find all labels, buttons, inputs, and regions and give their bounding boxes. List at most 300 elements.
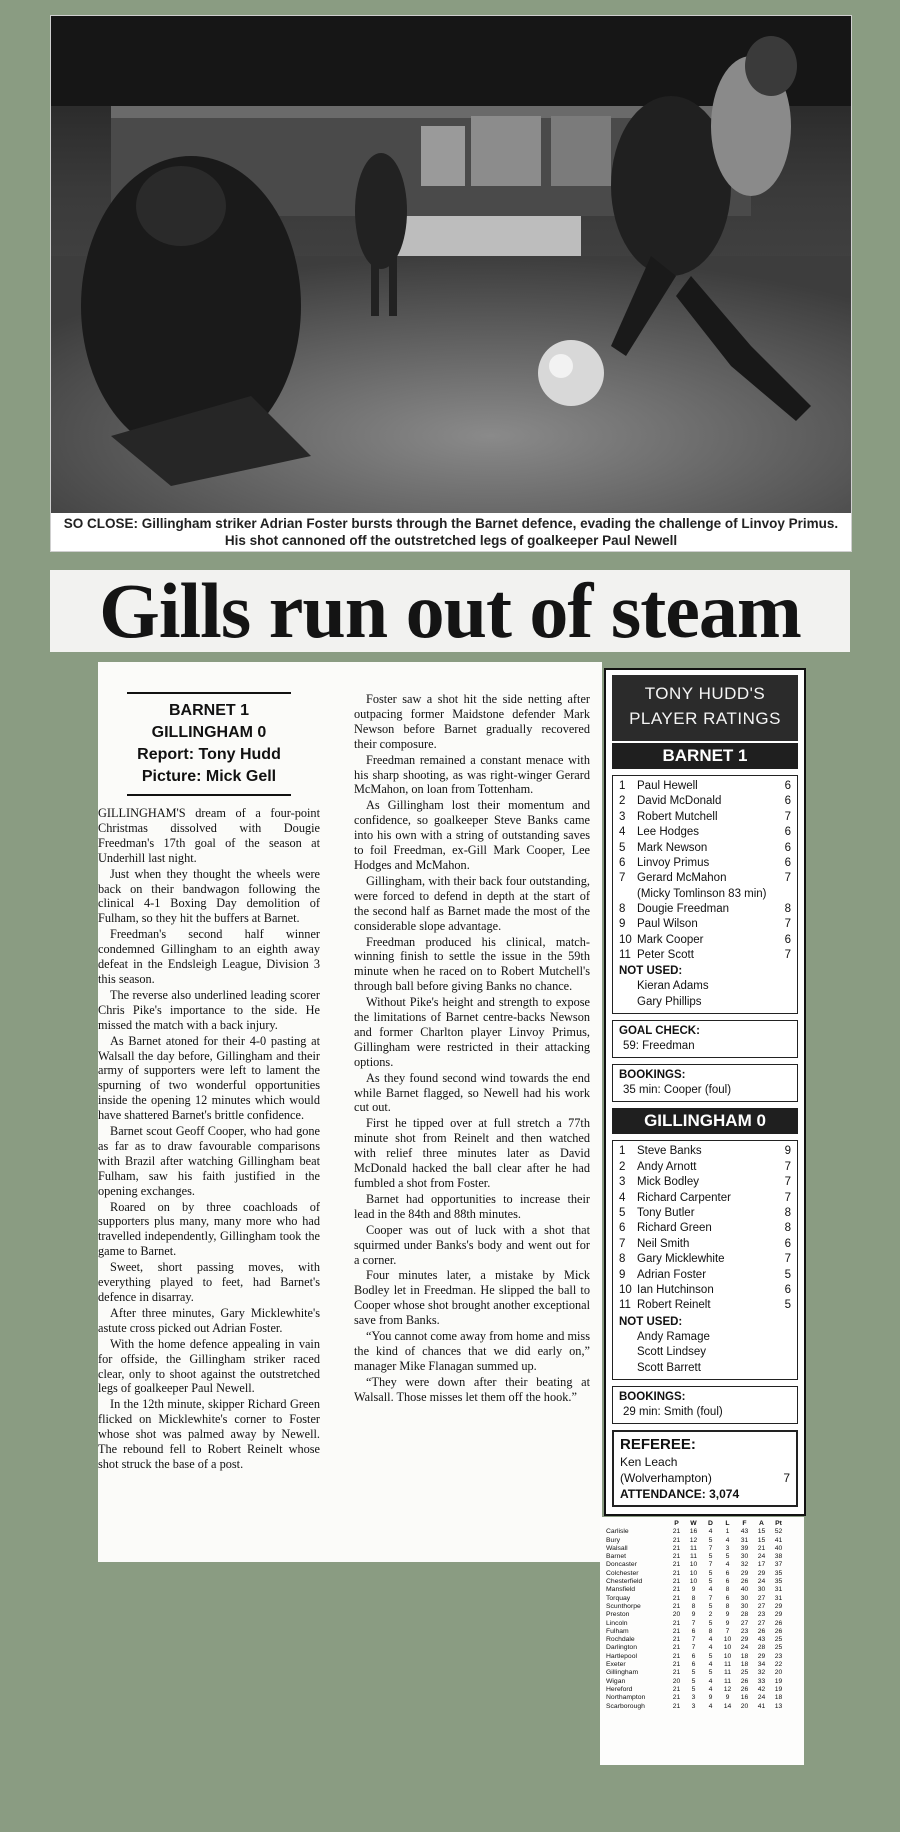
paragraph: Sweet, short passing moves, with everything played to feet, had Barnet's defence in disarray. xyxy=(98,1260,320,1304)
league-cell: 7 xyxy=(691,1636,696,1644)
league-cell: 22 xyxy=(774,1661,783,1669)
league-cell: 21 xyxy=(672,1586,681,1594)
league-cell: 11 xyxy=(689,1553,698,1561)
referee-rating: 7 xyxy=(783,1470,790,1485)
league-column-header: W xyxy=(690,1520,697,1527)
league-table-row xyxy=(600,1686,804,1694)
league-cell: 27 xyxy=(757,1619,766,1627)
league-cell: 26 xyxy=(740,1677,749,1685)
league-cell: 16 xyxy=(689,1528,698,1536)
player-number: 8 xyxy=(619,1253,626,1266)
player-number: 9 xyxy=(619,918,626,931)
report-byline: Report: Tony Hudd xyxy=(137,746,281,763)
league-cell: 21 xyxy=(672,1685,681,1693)
league-cell: 13 xyxy=(774,1702,783,1710)
league-table-row xyxy=(600,1545,804,1553)
league-cell: 30 xyxy=(740,1594,749,1602)
player-number: 10 xyxy=(619,1283,632,1296)
league-cell: 7 xyxy=(691,1619,696,1627)
league-cell: 27 xyxy=(740,1619,749,1627)
league-cell: 33 xyxy=(757,1677,766,1685)
league-cell: 5 xyxy=(708,1669,713,1677)
league-team-name: Gillingham xyxy=(606,1669,639,1677)
player-name: Ian Hutchinson xyxy=(637,1283,714,1296)
player-name: Richard Carpenter xyxy=(637,1191,731,1204)
league-table-row xyxy=(600,1661,804,1669)
league-team-name: Bury xyxy=(606,1536,620,1544)
league-cell: 29 xyxy=(757,1569,766,1577)
league-cell: 18 xyxy=(740,1652,749,1660)
league-cell: 11 xyxy=(723,1661,732,1669)
league-table-row xyxy=(600,1586,804,1594)
player-row xyxy=(619,917,791,932)
gillingham-ratings xyxy=(612,1140,798,1380)
league-cell: 41 xyxy=(757,1702,766,1710)
league-cell: 19 xyxy=(774,1685,783,1693)
league-team-name: Lincoln xyxy=(606,1619,628,1627)
player-rating: 6 xyxy=(784,1237,791,1250)
league-cell: 12 xyxy=(689,1536,698,1544)
league-cell: 8 xyxy=(725,1602,730,1610)
league-cell: 5 xyxy=(708,1602,713,1610)
player-rating: 7 xyxy=(784,872,791,885)
league-table-row xyxy=(600,1678,804,1686)
player-number: 7 xyxy=(619,872,626,885)
league-cell: 5 xyxy=(708,1553,713,1561)
not-used-player: Andy Ramage xyxy=(637,1330,710,1343)
league-table-body xyxy=(600,1528,804,1711)
paragraph: Four minutes later, a mistake by Mick Bodley let in Freedman. He slipped the ball to Cooper whose shot brought another exceptional save from Banks. xyxy=(354,1268,590,1328)
league-cell: 11 xyxy=(723,1677,732,1685)
league-cell: 24 xyxy=(757,1553,766,1561)
league-table-row xyxy=(600,1628,804,1636)
league-cell: 21 xyxy=(672,1652,681,1660)
league-cell: 39 xyxy=(740,1544,749,1552)
league-cell: 4 xyxy=(708,1644,713,1652)
score-barnet: BARNET 1 xyxy=(168,702,249,719)
gillingham-header: GILLINGHAM 0 xyxy=(612,1108,798,1134)
league-cell: 21 xyxy=(672,1669,681,1677)
league-cell: 32 xyxy=(740,1561,749,1569)
league-table-row xyxy=(600,1644,804,1652)
league-table-row xyxy=(600,1537,804,1545)
paragraph: “You cannot come away from home and miss the kind of chances that we did early on,” manager Mike Flanagan summed up. xyxy=(354,1329,590,1373)
league-cell: 31 xyxy=(774,1594,783,1602)
league-cell: 7 xyxy=(708,1544,713,1552)
league-team-name: Scunthorpe xyxy=(606,1602,641,1610)
player-number: 2 xyxy=(619,795,626,808)
league-cell: 29 xyxy=(757,1652,766,1660)
league-column-header: F xyxy=(742,1520,747,1527)
league-team-name: Torquay xyxy=(606,1594,631,1602)
goal-check-value: 59: Freedman xyxy=(623,1040,695,1053)
paragraph: Without Pike's height and strength to expose the limitations of Barnet centre-backs Newson and former Charlton player Linvoy Primus, Gillingham were restricted in their attacking options. xyxy=(354,995,590,1069)
paragraph: Barnet had opportunities to increase their lead in the 84th and 88th minutes. xyxy=(354,1191,590,1221)
player-row xyxy=(619,902,791,917)
league-table-row xyxy=(600,1694,804,1702)
player-name: Gary Micklewhite xyxy=(637,1253,725,1266)
league-table-row xyxy=(600,1561,804,1569)
article-column-2 xyxy=(354,662,590,1405)
football-action-image xyxy=(51,16,851,513)
player-name: Robert Mutchell xyxy=(637,810,718,823)
paragraph: Barnet scout Geoff Cooper, who had gone as far as to draw favourable comparisons with Brazil after watching Gillingham beat Fulham, saw his faith justified in the opening exchanges. xyxy=(98,1124,320,1198)
attendance: ATTENDANCE: 3,074 xyxy=(620,1486,740,1501)
league-cell: 21 xyxy=(672,1569,681,1577)
player-name: Gerard McMahon xyxy=(637,872,727,885)
player-number: 7 xyxy=(619,1237,626,1250)
player-row xyxy=(619,1298,791,1313)
player-row xyxy=(619,794,791,809)
player-rating: 8 xyxy=(784,1206,791,1219)
article-column-1 xyxy=(98,662,320,1472)
player-number: 3 xyxy=(619,1176,626,1189)
league-cell: 19 xyxy=(774,1677,783,1685)
league-cell: 21 xyxy=(757,1544,766,1552)
headline: Gills run out of steam xyxy=(50,570,850,652)
goal-check-box xyxy=(612,1020,798,1058)
league-cell: 21 xyxy=(672,1561,681,1569)
league-table-row xyxy=(600,1669,804,1677)
league-cell: 27 xyxy=(757,1594,766,1602)
league-cell: 21 xyxy=(672,1702,681,1710)
league-cell: 4 xyxy=(708,1528,713,1536)
player-name: Tony Butler xyxy=(637,1206,695,1219)
league-team-name: Rochdale xyxy=(606,1636,635,1644)
league-cell: 4 xyxy=(725,1536,730,1544)
substitution-note: (Micky Tomlinson 83 min) xyxy=(637,887,767,900)
player-rating: 6 xyxy=(784,933,791,946)
bookings-value: 29 min: Smith (foul) xyxy=(623,1405,723,1418)
league-cell: 21 xyxy=(672,1553,681,1561)
league-cell: 11 xyxy=(723,1669,732,1677)
not-used-label: NOT USED: xyxy=(619,965,683,978)
league-cell: 38 xyxy=(774,1553,783,1561)
league-team-name: Carlisle xyxy=(606,1528,629,1536)
paragraph: In the 12th minute, skipper Richard Green flicked on Micklewhite's corner to Foster whose shot was palmed away by Newell. The rebound fell to Robert Reinelt whose shot struck the base of a post. xyxy=(98,1397,320,1471)
player-row xyxy=(619,933,791,948)
player-number: 8 xyxy=(619,902,626,915)
league-team-name: Wigan xyxy=(606,1677,626,1685)
league-cell: 10 xyxy=(723,1636,732,1644)
paragraph: With the home defence appealing in vain for offside, the Gillingham striker raced clear, only to shoot against the outstretched legs of goalkeeper Paul Newell. xyxy=(98,1336,320,1396)
player-rating: 6 xyxy=(784,841,791,854)
league-cell: 1 xyxy=(725,1528,730,1536)
report-credits xyxy=(127,692,291,796)
league-cell: 7 xyxy=(725,1627,730,1635)
referee-area: (Wolverhampton) xyxy=(620,1470,712,1485)
gillingham-player-list xyxy=(619,1144,791,1313)
player-rating: 5 xyxy=(784,1268,791,1281)
league-cell: 10 xyxy=(689,1561,698,1569)
not-used-player: Scott Lindsey xyxy=(637,1346,707,1359)
league-cell: 8 xyxy=(691,1594,696,1602)
barnet-header: BARNET 1 xyxy=(612,743,798,769)
player-row xyxy=(619,810,791,825)
league-table-row xyxy=(600,1595,804,1603)
league-cell: 10 xyxy=(723,1644,732,1652)
league-cell: 18 xyxy=(740,1661,749,1669)
league-cell: 25 xyxy=(774,1644,783,1652)
league-cell: 7 xyxy=(691,1644,696,1652)
league-cell: 21 xyxy=(672,1536,681,1544)
player-row xyxy=(619,1237,791,1252)
player-number: 4 xyxy=(619,826,626,839)
league-cell: 21 xyxy=(672,1627,681,1635)
league-cell: 21 xyxy=(672,1694,681,1702)
league-cell: 21 xyxy=(672,1528,681,1536)
league-cell: 5 xyxy=(691,1685,696,1693)
paragraph: Freedman produced his clinical, match-winning finish to settle the issue in the 59th minute when he raced on to Robert Mutchell's through ball before giving Banks no chance. xyxy=(354,934,590,994)
paragraph: Cooper was out of luck with a shot that squirmed under Banks's body and went out for a corner. xyxy=(354,1222,590,1267)
league-team-name: Hartlepool xyxy=(606,1652,637,1660)
paragraph: Freedman remained a constant menace with his sharp shooting, as was right-winger Gerard McMahon, on loan from Tottenham. xyxy=(354,752,590,797)
match-photo xyxy=(50,15,852,552)
player-row xyxy=(619,1160,791,1175)
not-used-player: Kieran Adams xyxy=(637,980,709,993)
player-row xyxy=(619,1206,791,1221)
league-cell: 35 xyxy=(774,1569,783,1577)
player-rating: 7 xyxy=(784,1176,791,1189)
league-cell: 43 xyxy=(740,1528,749,1536)
league-table-row xyxy=(600,1620,804,1628)
league-cell: 2 xyxy=(708,1611,713,1619)
league-cell: 29 xyxy=(774,1611,783,1619)
player-rating: 8 xyxy=(784,902,791,915)
league-cell: 31 xyxy=(740,1536,749,1544)
player-name: Mick Bodley xyxy=(637,1176,699,1189)
barnet-player-list-2 xyxy=(619,902,791,964)
league-cell: 5 xyxy=(708,1652,713,1660)
league-cell: 21 xyxy=(672,1619,681,1627)
league-cell: 4 xyxy=(708,1586,713,1594)
league-team-name: Scarborough xyxy=(606,1702,645,1710)
player-row xyxy=(619,948,791,963)
league-cell: 41 xyxy=(774,1536,783,1544)
league-cell: 4 xyxy=(725,1561,730,1569)
league-table-row xyxy=(600,1703,804,1711)
bookings-label: BOOKINGS: xyxy=(619,1390,686,1403)
league-cell: 21 xyxy=(672,1578,681,1586)
league-team-name: Barnet xyxy=(606,1553,627,1561)
league-cell: 37 xyxy=(774,1561,783,1569)
paragraph: Just when they thought the wheels were back on their bandwagon following the clinical 4-1 Boxing Day demolition of Fulham, so they hit the buffers at Barnet. xyxy=(98,866,320,926)
league-cell: 43 xyxy=(757,1636,766,1644)
league-team-name: Preston xyxy=(606,1611,630,1619)
league-cell: 4 xyxy=(708,1677,713,1685)
league-cell: 29 xyxy=(740,1636,749,1644)
league-cell: 4 xyxy=(708,1685,713,1693)
player-name: Neil Smith xyxy=(637,1237,690,1250)
player-name: Andy Arnott xyxy=(637,1160,697,1173)
paragraph: As they found second wind towards the end while Barnet flagged, so Newell had his work cut out. xyxy=(354,1070,590,1115)
referee-box xyxy=(612,1430,798,1507)
player-rating: 7 xyxy=(784,918,791,931)
league-cell: 6 xyxy=(691,1627,696,1635)
league-cell: 23 xyxy=(740,1627,749,1635)
league-cell: 5 xyxy=(708,1578,713,1586)
league-cell: 5 xyxy=(725,1553,730,1561)
league-cell: 6 xyxy=(691,1652,696,1660)
league-cell: 6 xyxy=(725,1594,730,1602)
bookings-box-barnet xyxy=(612,1064,798,1102)
league-cell: 24 xyxy=(757,1694,766,1702)
league-team-header-blank xyxy=(600,1520,668,1528)
player-row xyxy=(619,1221,791,1236)
player-row xyxy=(619,871,791,886)
player-row xyxy=(619,1268,791,1283)
match-report xyxy=(98,662,602,1562)
league-cell: 7 xyxy=(708,1594,713,1602)
league-cell: 21 xyxy=(672,1661,681,1669)
league-cell: 25 xyxy=(740,1669,749,1677)
league-cell: 9 xyxy=(725,1694,730,1702)
player-number: 3 xyxy=(619,810,626,823)
league-team-name: Exeter xyxy=(606,1661,626,1669)
player-rating: 6 xyxy=(784,1283,791,1296)
player-rating: 9 xyxy=(784,1145,791,1158)
league-table-row xyxy=(600,1611,804,1619)
league-cell: 26 xyxy=(740,1685,749,1693)
paragraph: Roared on by three coachloads of supporters plus many, many more who had travelled independently, Gillingham took the game to Barnet. xyxy=(98,1199,320,1259)
league-cell: 52 xyxy=(774,1528,783,1536)
league-team-name: Northampton xyxy=(606,1694,646,1702)
player-number: 10 xyxy=(619,933,632,946)
player-number: 6 xyxy=(619,857,626,870)
league-cell: 21 xyxy=(672,1644,681,1652)
player-name: Lee Hodges xyxy=(637,826,700,839)
player-name: Peter Scott xyxy=(637,949,694,962)
league-cell: 8 xyxy=(691,1602,696,1610)
player-row xyxy=(619,1144,791,1159)
league-cell: 7 xyxy=(708,1561,713,1569)
paragraph: Foster saw a shot hit the side netting after outpacing former Maidstone defender Mark Newson before Barnet gradually recovered their composure. xyxy=(354,692,590,751)
league-cell: 18 xyxy=(774,1694,783,1702)
player-number: 11 xyxy=(619,1299,631,1312)
player-name: David McDonald xyxy=(637,795,722,808)
ratings-title-line-1: TONY HUDD'S xyxy=(644,684,766,703)
league-cell: 28 xyxy=(740,1611,749,1619)
player-rating: 6 xyxy=(784,780,791,792)
league-cell: 31 xyxy=(774,1586,783,1594)
barnet-player-list xyxy=(619,779,791,887)
league-table xyxy=(600,1517,804,1765)
league-cell: 23 xyxy=(774,1652,783,1660)
league-cell: 26 xyxy=(740,1578,749,1586)
league-team-name: Mansfield xyxy=(606,1586,636,1594)
photo-caption: SO CLOSE: Gillingham striker Adrian Foster bursts through the Barnet defence, evading the challenge of Linvoy Primus. His shot cannoned off the outstretched legs of goalkeeper Paul Newell xyxy=(63,516,839,548)
player-row xyxy=(619,1283,791,1298)
league-cell: 30 xyxy=(740,1553,749,1561)
ratings-title-line-2: PLAYER RATINGS xyxy=(629,709,781,728)
league-cell: 21 xyxy=(672,1636,681,1644)
league-cell: 5 xyxy=(708,1619,713,1627)
player-rating: 7 xyxy=(784,1160,791,1173)
paragraph: Freedman's second half winner condemned Gillingham to an eighth away defeat in the Endsleigh League, Division 3 this season. xyxy=(98,927,320,986)
league-cell: 21 xyxy=(672,1602,681,1610)
player-name: Mark Newson xyxy=(637,841,708,854)
picture-byline: Picture: Mick Gell xyxy=(141,768,277,785)
league-cell: 4 xyxy=(708,1661,713,1669)
player-rating: 7 xyxy=(784,1191,791,1204)
league-cell: 4 xyxy=(708,1636,713,1644)
player-row xyxy=(619,841,791,856)
league-cell: 10 xyxy=(689,1578,698,1586)
league-cell: 15 xyxy=(757,1536,766,1544)
league-cell: 9 xyxy=(725,1619,730,1627)
ratings-title xyxy=(612,675,798,741)
player-number: 1 xyxy=(619,1145,626,1158)
league-cell: 8 xyxy=(708,1627,713,1635)
league-cell: 14 xyxy=(723,1702,732,1710)
league-cell: 20 xyxy=(740,1702,749,1710)
league-cell: 25 xyxy=(774,1636,783,1644)
player-name: Robert Reinelt xyxy=(637,1299,711,1312)
league-cell: 29 xyxy=(774,1602,783,1610)
not-used-label: NOT USED: xyxy=(619,1315,683,1328)
league-cell: 35 xyxy=(774,1578,783,1586)
league-cell: 9 xyxy=(708,1694,713,1702)
league-table-row xyxy=(600,1553,804,1561)
league-table-header xyxy=(600,1520,804,1528)
player-number: 1 xyxy=(619,780,626,792)
league-cell: 12 xyxy=(723,1685,732,1693)
league-column-header: L xyxy=(725,1520,730,1527)
league-cell: 26 xyxy=(774,1627,783,1635)
paragraph: First he tipped over at full stretch a 77th minute shot from Reinelt and then watched with relief three minutes later as David McDonald hacked the ball clear after he had fumbled a shot from Foster. xyxy=(354,1116,590,1190)
league-cell: 24 xyxy=(757,1578,766,1586)
league-cell: 9 xyxy=(691,1586,696,1594)
player-name: Steve Banks xyxy=(637,1145,702,1158)
league-cell: 16 xyxy=(740,1694,749,1702)
player-name: Richard Green xyxy=(637,1222,712,1235)
player-row xyxy=(619,779,791,794)
player-name: Mark Cooper xyxy=(637,933,704,946)
paragraph: As Gillingham lost their momentum and confidence, so goalkeeper Steve Banks came into his own with a string of outstanding saves to foil Freedman, ex-Gill Mark Cooper, Lee Hodges and McMahon. xyxy=(354,798,590,872)
league-cell: 11 xyxy=(689,1544,698,1552)
league-cell: 5 xyxy=(708,1536,713,1544)
league-table-row xyxy=(600,1578,804,1586)
league-cell: 6 xyxy=(725,1569,730,1577)
player-name: Linvoy Primus xyxy=(637,857,710,870)
league-table-row xyxy=(600,1603,804,1611)
score-gillingham: GILLINGHAM 0 xyxy=(151,724,267,741)
league-cell: 9 xyxy=(691,1611,696,1619)
bookings-box-gillingham xyxy=(612,1386,798,1424)
league-cell: 5 xyxy=(691,1677,696,1685)
league-team-name: Doncaster xyxy=(606,1561,637,1569)
league-cell: 23 xyxy=(757,1611,766,1619)
league-cell: 3 xyxy=(691,1694,696,1702)
league-team-name: Walsall xyxy=(606,1544,628,1552)
league-table-row xyxy=(600,1528,804,1536)
player-row xyxy=(619,1175,791,1190)
league-cell: 3 xyxy=(725,1544,730,1552)
league-team-name: Darlington xyxy=(606,1644,637,1652)
league-cell: 21 xyxy=(672,1544,681,1552)
league-cell: 26 xyxy=(774,1619,783,1627)
referee-name-line xyxy=(620,1454,790,1470)
paragraph: The reverse also underlined leading scorer Chris Pike's importance to the side. He missed the match with a back injury. xyxy=(98,987,320,1032)
league-cell: 24 xyxy=(740,1644,749,1652)
league-cell: 32 xyxy=(757,1669,766,1677)
league-cell: 28 xyxy=(757,1644,766,1652)
league-column-header: P xyxy=(674,1520,679,1527)
league-cell: 15 xyxy=(757,1528,766,1536)
player-number: 4 xyxy=(619,1191,626,1204)
league-cell: 29 xyxy=(740,1569,749,1577)
league-table-row xyxy=(600,1636,804,1644)
